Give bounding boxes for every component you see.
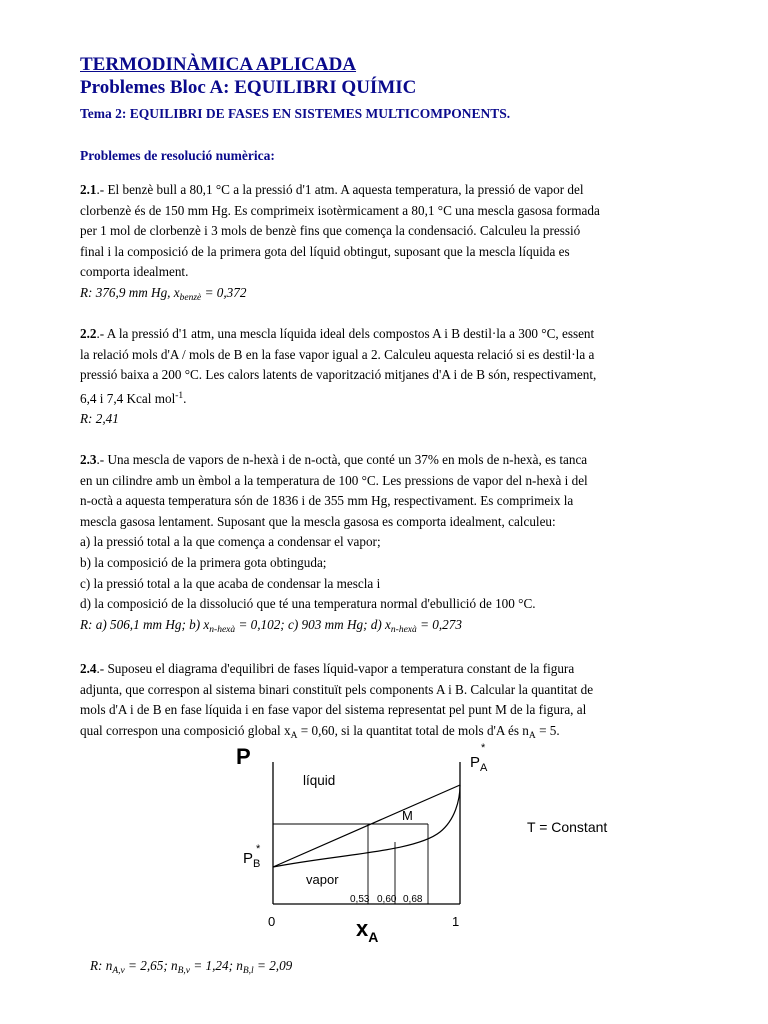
- problem-answer: R: 376,9 mm Hg, $x_{benzè} = 0,372$: [80, 284, 247, 303]
- phase-diagram: [230, 742, 650, 952]
- topic-heading: Tema 2: EQUILIBRI DE FASES EN SISTEMES MULTICOMPONENTS.: [80, 106, 511, 121]
- pb-star: *: [256, 843, 261, 855]
- liquid-region-label: líquid: [303, 773, 336, 788]
- problem-number: 2.3: [80, 452, 97, 467]
- problem-line: per 1 mol de clorbenzè i 3 mols de benzè fins que comença la condensació. Calculeu la pressió: [80, 223, 581, 239]
- problem-line: n-octà a aquesta temperatura són de 1836 i de 355 mm Hg, respectivament. Es comprimeix la: [80, 493, 574, 509]
- pa-star: *: [481, 742, 486, 754]
- problem-line: la relació mols d'A / mols de B en la fase vapor igual a 2. Calculeu aquesta relació si es destil·la a: [80, 346, 595, 362]
- problem-line: d) la composició de la dissolució que té una temperatura normal d'ebullició de 100 °C.: [80, 596, 536, 612]
- x-axis-label: $x_A$: [356, 916, 379, 945]
- liquid-line: [273, 785, 460, 867]
- problem-line: pressió baixa a 200 °C. Les calors latents de vaporització mitjanes d'A i de B són, respectivament,: [80, 367, 597, 383]
- problem-line: mescla gasosa lentament. Suposant que la mescla gasosa es comporta idealment, calculeu:: [80, 513, 556, 529]
- problem-number: 2.2: [80, 326, 97, 341]
- problem-2-4: [80, 659, 707, 746]
- problem-line: qual correspon una composició global $x_A = 0,60$, si la quantitat total de mols d'A és $n_A = 5$.: [80, 722, 560, 741]
- problem-line: 2.3.- Una mescla de vapors de n-hexà i de n-octà, que conté un 37% en mols de n-hexà, es tanca: [80, 452, 588, 467]
- problem-answer: R: 2,41: [80, 411, 119, 427]
- problem-line: c) la pressió total a la que acaba de condensar la mescla i: [80, 575, 381, 591]
- problem-line: adjunta, que correspon al sistema binari constituït pels components A i B. Calcular la quantitat de: [80, 681, 594, 697]
- problem-number: 2.4: [80, 661, 97, 676]
- problem-line: a) la pressió total a la que comença a condensar el vapor;: [80, 534, 381, 550]
- pa-label: $P_A$: [470, 754, 488, 774]
- problem-line: comporta idealment.: [80, 264, 189, 280]
- x-zero-label: 0: [268, 914, 276, 929]
- problem-answer: R: a) 506,1 mm Hg; b) $x_{n-hexà} = 0,102$; c) 903 mm Hg; d) $x_{n-hexà} = 0,273$: [80, 616, 462, 635]
- problem-line: mols d'A i de B en fase líquida i en fase vapor del sistema representat pel punt M de la figura, al: [80, 702, 587, 718]
- problem-2-2: [80, 324, 707, 430]
- point-m-label: M: [402, 808, 413, 823]
- phase-diagram-svg: [230, 742, 650, 952]
- tick-label: 0,60: [377, 894, 397, 905]
- block-title: Problemes Bloc A: EQUILIBRI QUÍMIC: [80, 77, 417, 98]
- constant-label: T = Constant: [527, 819, 608, 835]
- problem-line: 2.4.- Suposeu el diagrama d'equilibri de fases líquid-vapor a temperatura constant de la figura: [80, 661, 575, 676]
- course-title: TERMODINÀMICA APLICADA: [80, 54, 357, 75]
- tick-label: 0,68: [403, 894, 423, 905]
- section-heading: Problemes de resolució numèrica:: [80, 148, 275, 163]
- problem-2-4-answer: R: $n_{A,v} = 2,65$; $n_{B,v} = 1,24$; $n_{B,l} = 2,09$: [90, 958, 293, 976]
- problem-line: clorbenzè és de 150 mm Hg. Es comprimeix isotèrmicament a 80,1 °C una mescla gasosa formada: [80, 202, 600, 218]
- problem-line: 2.1.- El benzè bull a 80,1 °C a la pressió d'1 atm. A aquesta temperatura, la pressió de vapor del: [80, 182, 584, 197]
- problem-line: 6,4 i 7,4 Kcal mol$^{-1}$.: [80, 390, 187, 406]
- problem-2-3: [80, 450, 707, 640]
- problem-line: 2.2.- A la pressió d'1 atm, una mescla líquida ideal dels compostos A i B destil·la a 300 °C, essent: [80, 326, 595, 341]
- problem-line: b) la composició de la primera gota obtinguda;: [80, 554, 327, 570]
- tick-label: 0,53: [350, 894, 370, 905]
- y-axis-label: P: [236, 744, 251, 769]
- problem-line: final i la composició de la primera gota del líquid obtingut, suposant que la mescla líquida es: [80, 243, 570, 259]
- problem-number: 2.1: [80, 182, 97, 197]
- vapor-region-label: vapor: [306, 872, 339, 887]
- x-one-label: 1: [452, 914, 460, 929]
- pb-label: $P_B$: [243, 850, 261, 870]
- problem-2-1: [80, 180, 707, 309]
- problem-line: en un cilindre amb un èmbol a la temperatura de 100 °C. Les pressions de vapor del n-hexà i del: [80, 472, 588, 488]
